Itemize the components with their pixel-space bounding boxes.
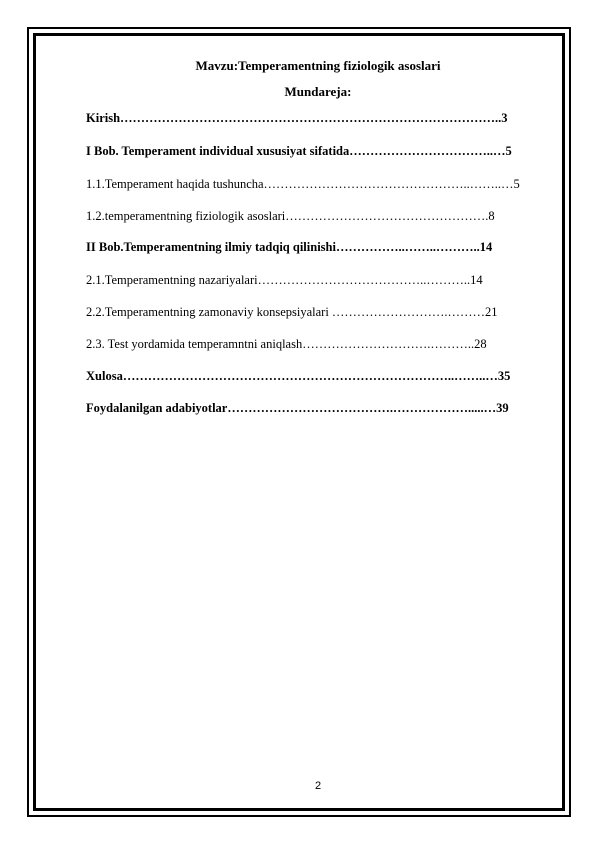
toc-entry-section-2-1: 2.1.Temperamentning nazariyalari…………………………………..………..14 bbox=[86, 273, 483, 287]
page-number: 2 bbox=[314, 780, 322, 792]
toc-entry-adabiyotlar: Foydalanilgan adabiyotlar………………………………….……………….....…39 bbox=[86, 401, 509, 415]
toc-entry-section-2-2: 2.2.Temperamentning zamonaviy konsepsiyalari ……………………….………21 bbox=[86, 305, 498, 319]
toc-entry-section-1-2: 1.2.temperamentning fiziologik asoslari………………………………………….8 bbox=[86, 209, 495, 223]
toc-heading: Mundareja: bbox=[284, 84, 352, 99]
toc-entry-section-2-3: 2.3. Test yordamida temperamntni aniqlash………………………….………..28 bbox=[86, 337, 487, 351]
toc-entry-xulosa: Xulosa……………………………………………………………………..……..…35 bbox=[86, 369, 511, 383]
toc-entry-chapter-2: II Bob.Temperamentning ilmiy tadqiq qilinishi……………..……..………..14 bbox=[86, 240, 493, 254]
toc-entry-kirish: Kirish………………………………………………………………………………..3 bbox=[86, 111, 508, 125]
toc-entry-section-1-1: 1.1.Temperament haqida tushuncha…………………………………………..……..…5 bbox=[86, 177, 520, 191]
document-title: Mavzu:Temperamentning fiziologik asoslari bbox=[195, 58, 441, 73]
toc-entry-chapter-1: I Bob. Temperament individual xususiyat sifatida……………………………..…5 bbox=[86, 144, 512, 158]
